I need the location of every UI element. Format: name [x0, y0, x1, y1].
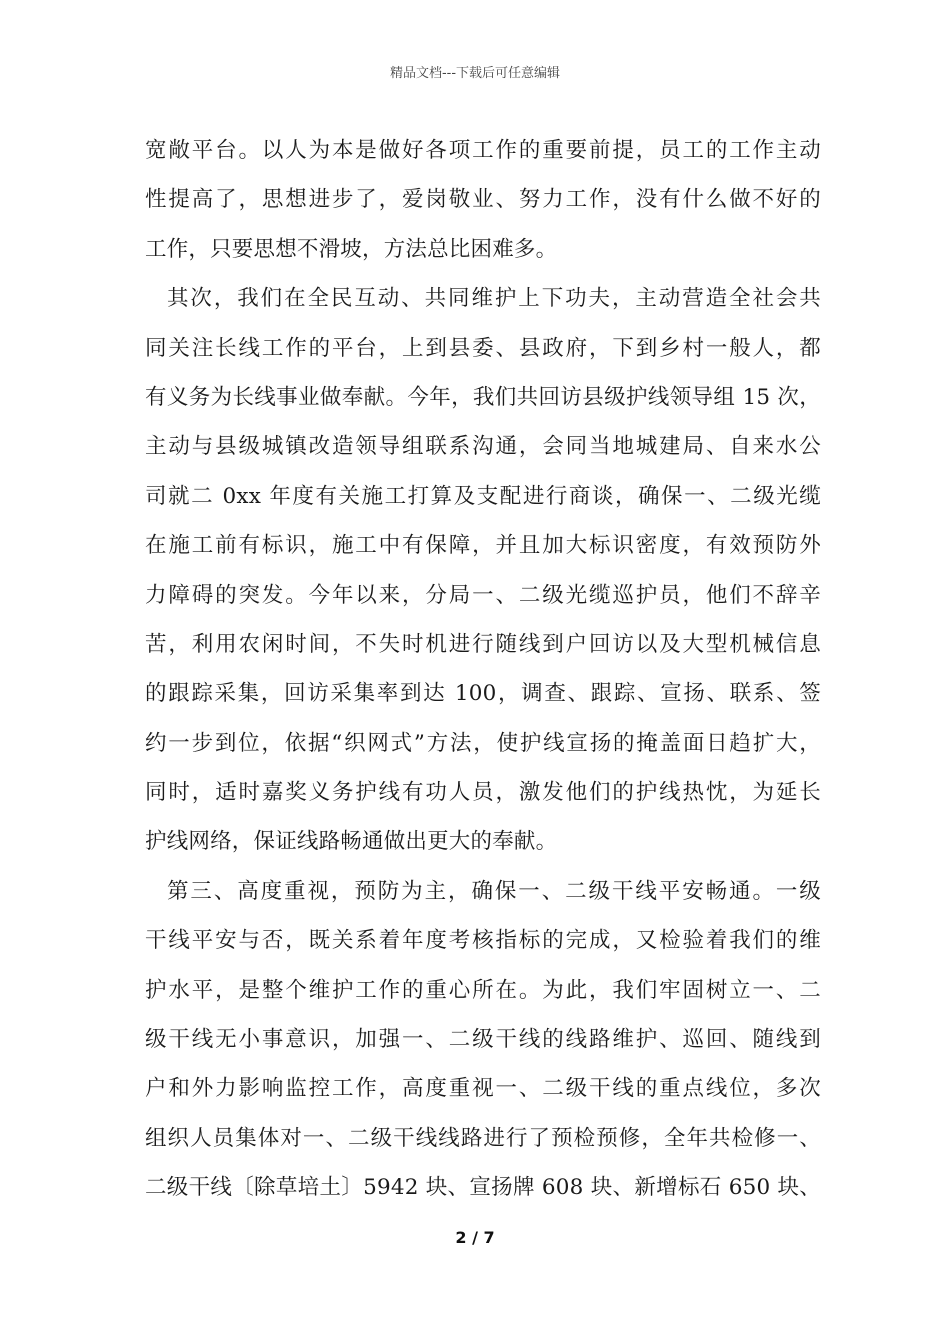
text-line: 宽敞平台。以人为本是做好各项工作的重要前提，员工的工作主动	[145, 138, 821, 163]
text-line: 组织人员集体对一、二级干线线路进行了预检预修，全年共检修一、	[145, 1125, 821, 1151]
text-line: 同关注长线工作的平台，上到县委、县政府，下到乡村一般人，都	[145, 335, 821, 361]
text-line: 力障碍的突发。今年以来，分局一、二级光缆巡护员，他们不辞辛	[145, 582, 821, 608]
text-line: 第三、高度重视，预防为主，确保一、二级干线平安畅通。一级	[167, 878, 821, 904]
text-line: 在施工前有标识，施工中有保障，并且加大标识密度，有效预防外	[145, 533, 821, 559]
text-line: 性提高了，思想进步了，爱岗敬业、努力工作，没有什么做不好的	[145, 187, 821, 213]
text-line: 护水平，是整个维护工作的重心所在。为此，我们牢固树立一、二	[145, 977, 821, 1003]
text-line: 有义务为长线事业做奉献。今年，我们共回访县级护线领导组 15 次，	[145, 384, 821, 410]
text-line: 司就二 0xx 年度有关施工打算及支配进行商谈，确保一、二级光缆	[145, 483, 821, 509]
text-line: 苦，利用农闲时间，不失时机进行随线到户回访以及大型机械信息	[145, 631, 821, 657]
text-line: 级干线无小事意识，加强一、二级干线的线路维护、巡回、随线到	[145, 1027, 821, 1053]
text-line: 其次，我们在全民互动、共同维护上下功夫，主动营造全社会共	[167, 286, 821, 312]
page-header: 精品文档---下载后可任意编辑	[389, 66, 561, 81]
text-line: 户和外力影响监控工作，高度重视一、二级干线的重点线位，多次	[145, 1076, 821, 1102]
page-number: 2 / 7	[455, 1228, 495, 1247]
text-line: 约一步到位，依据“织网式”方法，使护线宣扬的掩盖面日趋扩大，	[145, 730, 821, 756]
text-line: 工作，只要思想不滑坡，方法总比困难多。	[145, 236, 558, 262]
text-line: 护线网络，保证线路畅通做出更大的奉献。	[145, 829, 558, 855]
text-line: 干线平安与否，既关系着年度考核指标的完成，又检验着我们的维	[145, 928, 821, 954]
text-line: 二级干线〔除草培土〕5942 块、宣扬牌 608 块、新增标石 650 块、	[145, 1175, 821, 1201]
text-line: 的跟踪采集，回访采集率到达 100，调查、跟踪、宣扬、联系、签	[145, 681, 821, 707]
document-body	[145, 126, 821, 1213]
text-line: 主动与县级城镇改造领导组联系沟通，会同当地城建局、自来水公	[145, 434, 821, 460]
text-line: 同时，适时嘉奖义务护线有功人员，激发他们的护线热忱，为延长	[145, 780, 821, 806]
